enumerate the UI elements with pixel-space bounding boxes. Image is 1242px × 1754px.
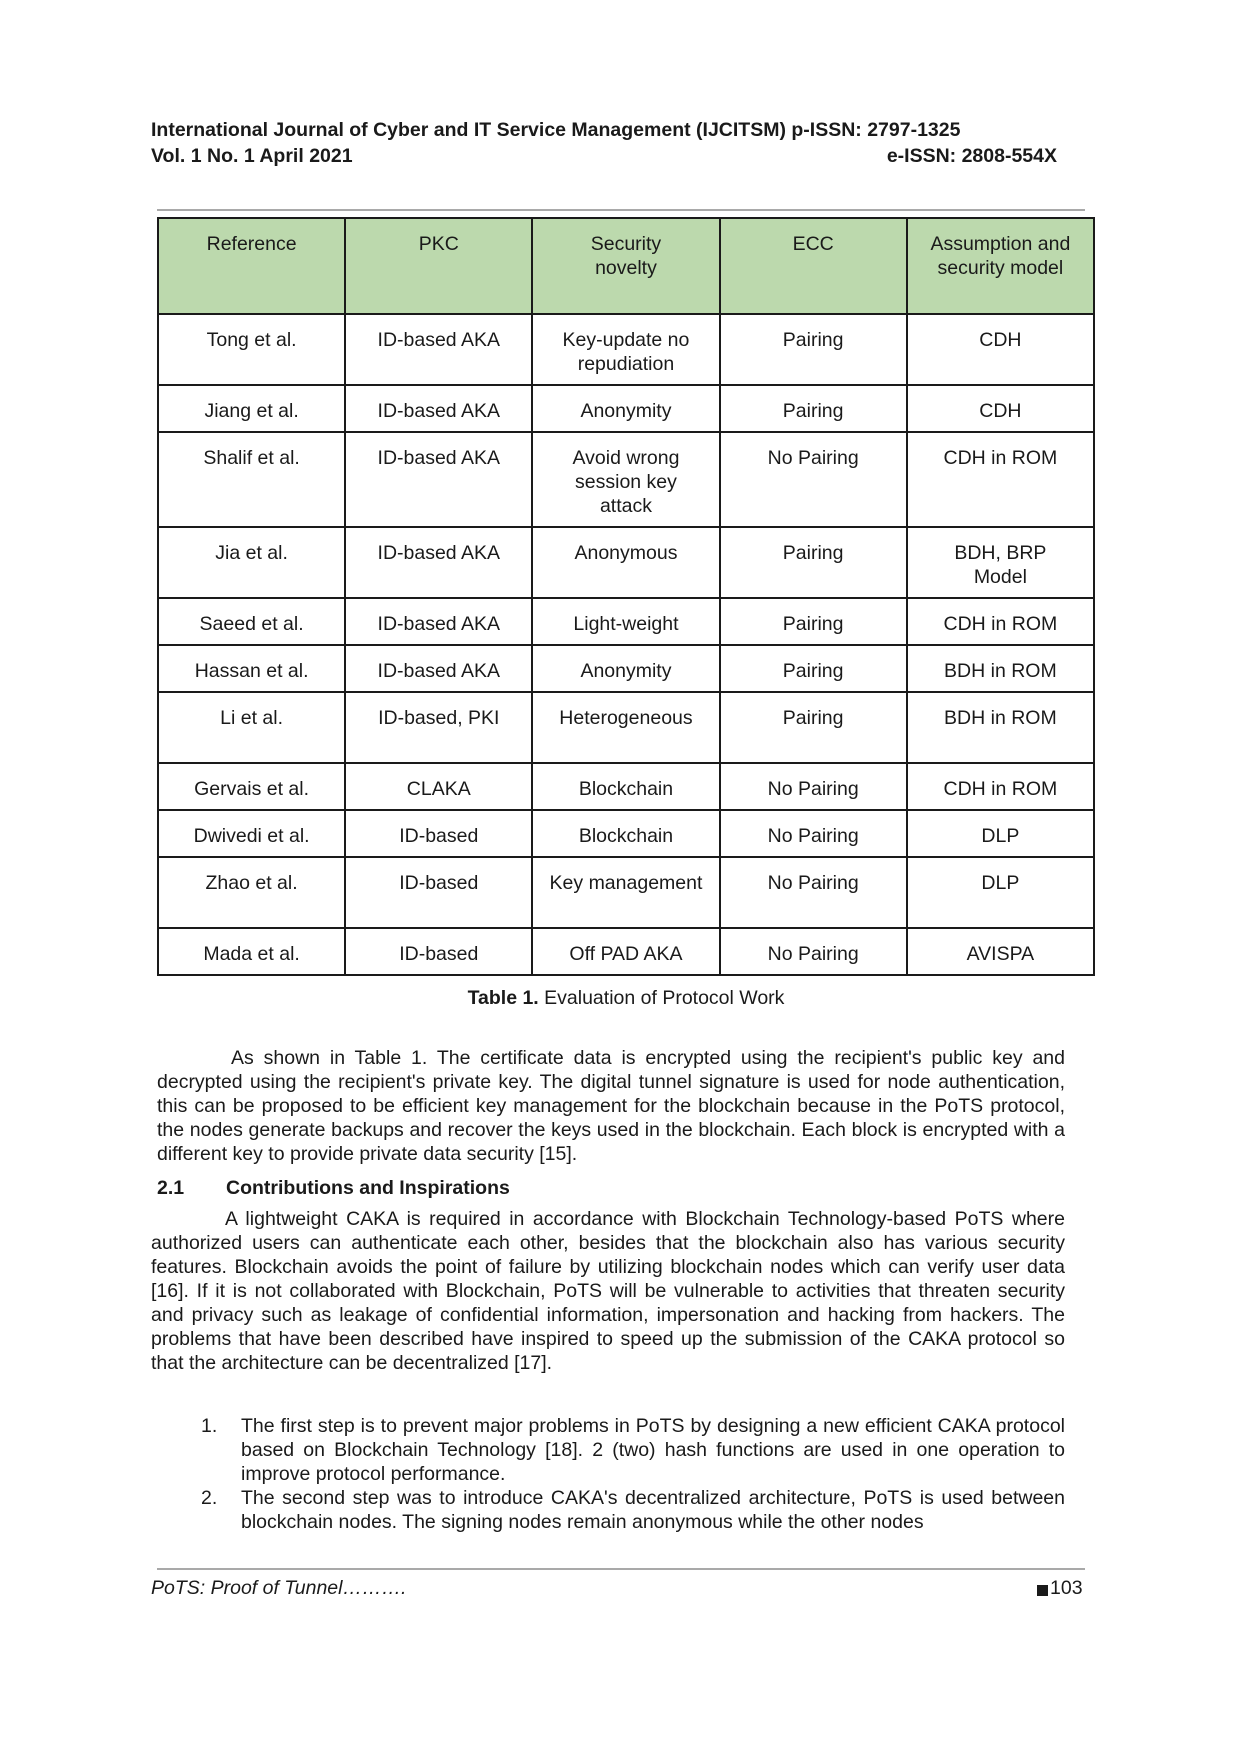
table-cell: No Pairing (720, 857, 907, 928)
table-cell: Heterogeneous (532, 692, 719, 763)
table-cell: Blockchain (532, 810, 719, 857)
table-row (158, 527, 1094, 598)
table-cell: Anonymous (532, 527, 719, 598)
table-cell: Li et al. (158, 692, 345, 763)
table-cell: Key-update no repudiation (532, 314, 719, 385)
caption-label: Table 1. (467, 987, 539, 1009)
table-row (158, 692, 1094, 763)
table-header-cell: ECC (720, 218, 907, 314)
table-cell: Jia et al. (158, 527, 345, 598)
table-cell: No Pairing (720, 928, 907, 975)
table-cell: Hassan et al. (158, 645, 345, 692)
table-cell: CDH in ROM (907, 763, 1094, 810)
table-cell: Dwivedi et al. (158, 810, 345, 857)
caption-text: Evaluation of Protocol Work (544, 987, 785, 1009)
list-item (201, 1486, 1065, 1534)
table-cell: Pairing (720, 598, 907, 645)
section-title: Contributions and Inspirations (226, 1177, 510, 1199)
list-text: The second step was to introduce CAKA's decentralized architecture, PoTS is used between blockchain nodes. The signing nodes remain anonymous while the other nodes (241, 1487, 1065, 1533)
square-bullet-icon (1037, 1585, 1048, 1596)
table-caption (157, 987, 1095, 1010)
table-header-row (158, 218, 1094, 314)
table-row (158, 810, 1094, 857)
table-cell: Blockchain (532, 763, 719, 810)
list-number: 1. (201, 1415, 218, 1437)
table-cell: Anonymity (532, 385, 719, 432)
numbered-list (201, 1414, 1065, 1534)
table-cell: ID-based (345, 928, 532, 975)
journal-issue-line (151, 145, 1057, 168)
list-text: The first step is to prevent major problems in PoTS by designing a new efficient CAKA protocol based on Blockchain Technology [18]. 2 (two) hash functions are used in one operation to improve protocol performance. (241, 1415, 1065, 1485)
table-row (158, 763, 1094, 810)
table-cell: Light-weight (532, 598, 719, 645)
table-row (158, 928, 1094, 975)
table-cell: ID-based AKA (345, 598, 532, 645)
table-cell: Mada et al. (158, 928, 345, 975)
table-header-cell: Assumption and security model (907, 218, 1094, 314)
body-paragraph: A lightweight CAKA is required in accordance with Blockchain Technology-based PoTS where authorized users can authenticate each other, besides that the blockchain also has various security features. Blockchain avoids the point of failure by utilizing blockchain nodes which can verify user data [16]. If it is not collaborated with Blockchain, PoTS will be vulnerable to activities that threaten security and privacy such as leakage of confidential information, impersonation and hacking from hackers. The problems that have been described have inspired to speed up the submission of the CAKA protocol so that the architecture can be decentralized [17]. (151, 1208, 1065, 1374)
table-cell: Pairing (720, 645, 907, 692)
table-cell: AVISPA (907, 928, 1094, 975)
table-cell: Saeed et al. (158, 598, 345, 645)
table-cell: ID-based AKA (345, 645, 532, 692)
table-cell: CDH (907, 385, 1094, 432)
table-row (158, 598, 1094, 645)
list-number: 2. (201, 1487, 218, 1509)
table-cell: CDH in ROM (907, 432, 1094, 527)
evaluation-table (157, 217, 1095, 976)
table-row (158, 385, 1094, 432)
table-cell: Pairing (720, 692, 907, 763)
page-number-block (1037, 1577, 1083, 1600)
table-cell: ID-based AKA (345, 527, 532, 598)
body-paragraph: As shown in Table 1. The certificate data is encrypted using the recipient's public key and decrypted using the recipient's private key. The digital tunnel signature is used for node authentication, this can be proposed to be efficient key management for the blockchain because in the PoTS protocol, the nodes generate backups and recover the keys used in the blockchain. Each block is encrypted with a different key to provide private data security [15]. (157, 1047, 1065, 1165)
table-row (158, 857, 1094, 928)
table-cell: No Pairing (720, 810, 907, 857)
table-header-cell: Security novelty (532, 218, 719, 314)
page-number: 103 (1050, 1577, 1083, 1599)
table-cell: DLP (907, 810, 1094, 857)
table-cell: BDH, BRP Model (907, 527, 1094, 598)
table-cell: BDH in ROM (907, 645, 1094, 692)
table-cell: ID-based (345, 857, 532, 928)
table-row (158, 432, 1094, 527)
table-cell: Tong et al. (158, 314, 345, 385)
table-cell: ID-based AKA (345, 314, 532, 385)
table-cell: Pairing (720, 527, 907, 598)
table-cell: Jiang et al. (158, 385, 345, 432)
table-cell: Anonymity (532, 645, 719, 692)
section-number: 2.1 (157, 1177, 185, 1199)
table-cell: Pairing (720, 385, 907, 432)
table-cell: DLP (907, 857, 1094, 928)
table-header-cell: Reference (158, 218, 345, 314)
table-cell: BDH in ROM (907, 692, 1094, 763)
table-cell: Off PAD AKA (532, 928, 719, 975)
section-heading (157, 1177, 510, 1200)
table-row (158, 645, 1094, 692)
table-cell: Gervais et al. (158, 763, 345, 810)
table-cell: ID-based AKA (345, 432, 532, 527)
table-cell: No Pairing (720, 763, 907, 810)
table-cell: Shalif et al. (158, 432, 345, 527)
table-cell: CDH in ROM (907, 598, 1094, 645)
table-cell: Zhao et al. (158, 857, 345, 928)
table-cell: ID-based (345, 810, 532, 857)
table-cell: Pairing (720, 314, 907, 385)
journal-title: International Journal of Cyber and IT Service Management (IJCITSM) p-ISSN: 2797-1325 (151, 119, 961, 141)
header-divider (157, 209, 1085, 211)
table-cell: Avoid wrong session key attack (532, 432, 719, 527)
table-cell: CLAKA (345, 763, 532, 810)
eissn-info: e-ISSN: 2808-554X (886, 145, 1057, 167)
table-cell: CDH (907, 314, 1094, 385)
volume-info: Vol. 1 No. 1 April 2021 (151, 145, 353, 167)
table-cell: No Pairing (720, 432, 907, 527)
list-item (201, 1414, 1065, 1486)
table-cell: ID-based AKA (345, 385, 532, 432)
running-title: PoTS: Proof of Tunnel………. (151, 1577, 407, 1599)
table-header-cell: PKC (345, 218, 532, 314)
table-cell: Key management (532, 857, 719, 928)
table-row (158, 314, 1094, 385)
footer-divider (157, 1568, 1085, 1570)
table-cell: ID-based, PKI (345, 692, 532, 763)
